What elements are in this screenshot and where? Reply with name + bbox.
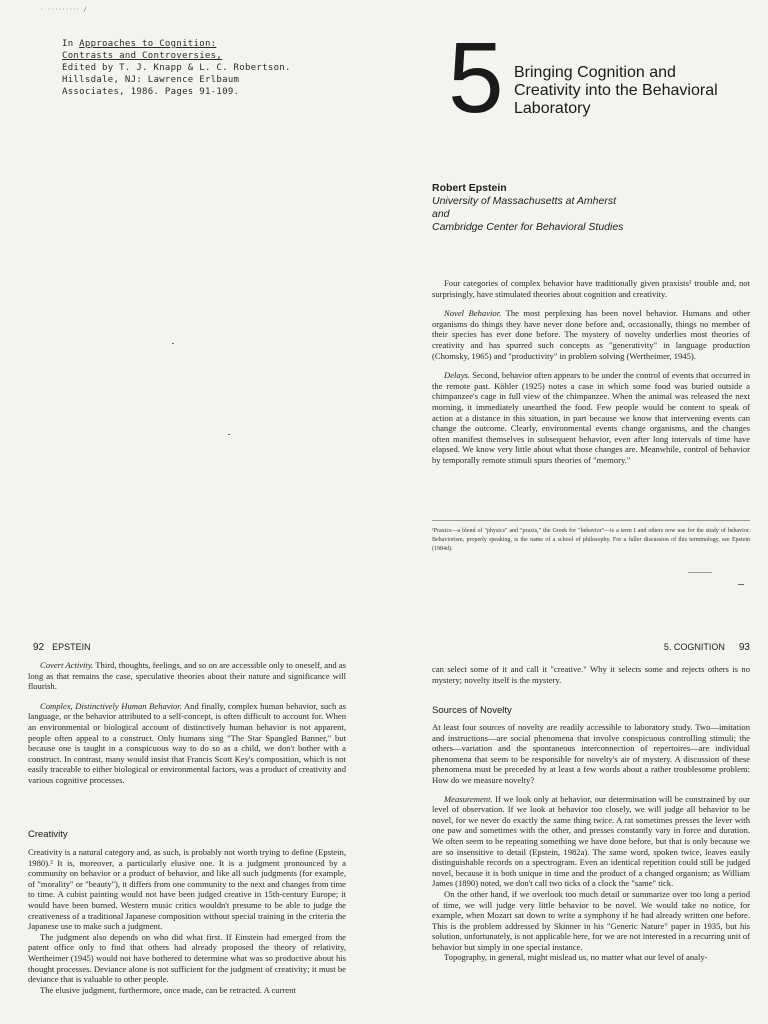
sources-paragraph-1: At least four sources of novelty are readily accessible to laboratory study. Two—imitation and instructions—are social phenomena that involve conspicuous controlling stimuli; the others—variation and the spontaneous interconnection of repertoires—are individual phenomena that seem to be responsible for novelty's air of mystery. A discussion of these phenomena must be preceded by at least a few words about a rather troublesome problem: How do we measure novelty? [432,722,750,785]
chapter-title-line-3: Laboratory [514,100,591,117]
author-and: and [432,208,450,220]
complex-behavior-paragraph [28,701,346,786]
citation-publisher: Hillsdale, NJ: Lawrence Erlbaum [62,75,240,85]
delays-text: Second, behavior often appears to be under the control of events that occurred in the remote past. Köhler (1925) notes a case in which some food was buried outside a chimpanzee's cage in full view of the chimpanzee. When the animal was released the next morning, it immediately unearthed the food. Few people would be content to speak of action at a distance in this situation, in part because we know that intervening events can change the outcome. Clearly, environmental events change organisms, and the changes often manifest themselves in subsequent behavior, even after long intervals of time have elapsed. We know very little about what those changes are. Meanwhile, control of behavior by temporally remote stimuli spurs theories of "memory." [432,370,750,465]
intro-paragraph: Four categories of complex behavior have traditionally given praxists¹ trouble and, not surprisingly, have stimulated theories about cognition and creativity. [432,278,750,299]
measurement-paragraph [432,794,750,889]
novel-behavior-paragraph [432,308,750,361]
running-head-cognition: 5. COGNITION [663,642,725,652]
page-92-body [28,660,346,786]
continuation-paragraph: can select some of it and call it "creative." Why it selects some and rejects others is no mystery; novelty itself is the mystery. [432,664,750,685]
delays-paragraph [432,370,750,465]
citation-year-pages: Associates, 1986. Pages 91-109. [62,87,240,97]
measurement-label: Measurement. [444,793,493,804]
topography-paragraph: Topography, in general, might mislead us, no matter what our level of analy- [444,952,708,963]
footnote-divider [432,520,750,521]
citation-line-1 [62,38,291,50]
citation-book-subtitle: Contrasts and Controversies, [62,51,223,61]
novel-behavior-label: Novel Behavior. [444,308,502,319]
citation-block [62,38,291,98]
creativity-paragraph-1: Creativity is a natural category and, as such, is probably not worth trying to define (Epstein, 1980).² It is, moreover, a particularly elusive one. It is a judgment pronounced by a community on behavior or a product of behavior, and like all such judgments (for example, of "morality" or "beauty"), it differs from one community to the next and changes from time to time. A cubist painting would not have been judged creative in 15th-century Europe; it would have been burned. Western music critics wouldn't presume to be able to judge the creativeness of a traditional Japanese composition without special training in the criteria the Japanese use to make such a judgment. [28,847,346,932]
other-hand-paragraph: On the other hand, if we overlook too much detail or summarize over too long a period of time, we will judge very little behavior to be novel. We would take no notice, for example, when Mozart sat down to write a symphony if he had already written one before. This is the problem addressed by Skinner in his "Generic Nature" paper in 1935, but his solution, unfortunately, is not applicable here, for we are not interested in a recurring unit of behavior but simply in one special instance. [432,888,750,952]
complex-behavior-label: Complex, Distinctively Human Behavior. [40,700,182,711]
page-92-header [33,642,91,653]
citation-prefix: In [62,39,80,49]
sources-of-novelty-section [432,722,750,963]
scan-artifact-mark: · ········· / [40,6,87,13]
page-93-header [664,642,750,653]
author-affiliation-2: Cambridge Center for Behavioral Studies [432,221,624,233]
covert-activity-paragraph [28,660,346,692]
chapter-title-line-1: Bringing Cognition and [514,64,676,81]
covert-activity-label: Covert Activity. [40,660,94,670]
measurement-text: If we look only at behavior, our determination will be constrained by our level of observation. If we look at behavior too closely, we will judge all behavior to be novel, for we never do exactly the same thing twice. A rat sometimes presses the lever with one paw and sometimes with the other, and presses constantly vary in force and duration. We often seem to be repeating something we have done before, but that is only because we are so insensitive to detail (Epstein, 1982a). The same word, spoken twice, leaves easily distinguishable records on a spectrogram. Even an identical repetition could still be judged novel, because it is both unique in time and the product of a changed organism; as William James (1890) noted, we don't call two ticks of a clock the "same" tick. [432,793,750,889]
complex-behavior-text: And finally, complex human behavior, such as language, or the behavior attributed to a self-concept, is often difficult to account for. When an environmental or biological account of distinctively human behavior is not apparent, people often appeal to a construct. Only humans sing "The Star Spangled Banner," but because one is taught in a conspicuous way to do so as a child, we don't bother with a construct. In contrast, many would insist that Francis Scott Key's composition, which is not easily traceable to either biological or environmental factors, was a product of creativity and various cognitive processes. [28,700,346,785]
creativity-section [28,847,346,995]
scan-speck [228,434,230,435]
citation-book-title: Approaches to Cognition: [79,39,217,49]
delays-label: Delays. [444,370,471,381]
creativity-heading: Creativity [28,829,68,840]
creativity-paragraph-2: The judgment also depends on who did what first. If Einstein had emerged from the patent office only to find that others had already proposed the theory of relativity, Wertheimer (1945) would not have bothered to determine what was so productive about his thought processes. Deviance alone is not sufficient for the judgment of creativity; it must be deviance that is valuable to other people. [28,931,346,985]
running-head-epstein: EPSTEIN [52,642,91,652]
sources-of-novelty-heading: Sources of Novelty [432,705,512,716]
covert-activity-text: Third, thoughts, feelings, and so on are accessible only to oneself, and as long as that remains the case, speculative theories about their nature and significance will flourish. [28,660,346,692]
footnote: ¹Praxics—a blend of "physics" and "praxis," the Greek for "behavior"—is a term I and others now use for the study of behavior. Behaviorism, properly speaking, is the name of a school of philosophy. For a fuller discussion of this terminology, see Epstein (1984d). [432,528,750,552]
chapter-title-line-2: Creativity into the Behavioral [514,82,718,99]
author-block [432,182,623,234]
creativity-paragraph-3: The elusive judgment, furthermore, once made, can be retracted. A current [40,984,296,995]
author-name: Robert Epstein [432,182,507,194]
scan-speck [172,343,174,344]
chapter-number: 5 [448,22,504,134]
citation-editors: Edited by T. J. Knapp & L. C. Robertson. [62,63,291,73]
page-91-body [432,278,750,475]
novel-behavior-text: The most perplexing has been novel behavior. Humans and other organisms do things they have never done before and, occasionally, things no member of their species has ever done before. The mystery of novelty underlies most theories of creativity and has spurred such concepts as "generativity" in language production (Chomsky, 1965) and "productivity" in problem solving (Wertheimer, 1945). [432,308,751,361]
chapter-title [514,64,754,118]
page-number-93: 93 [738,642,750,653]
scan-speck [688,572,712,573]
author-affiliation-1: University of Massachusetts at Amherst [432,195,617,207]
scan-speck [738,584,744,585]
page-93-continuation [432,664,750,685]
page-number-92: 92 [33,642,45,653]
